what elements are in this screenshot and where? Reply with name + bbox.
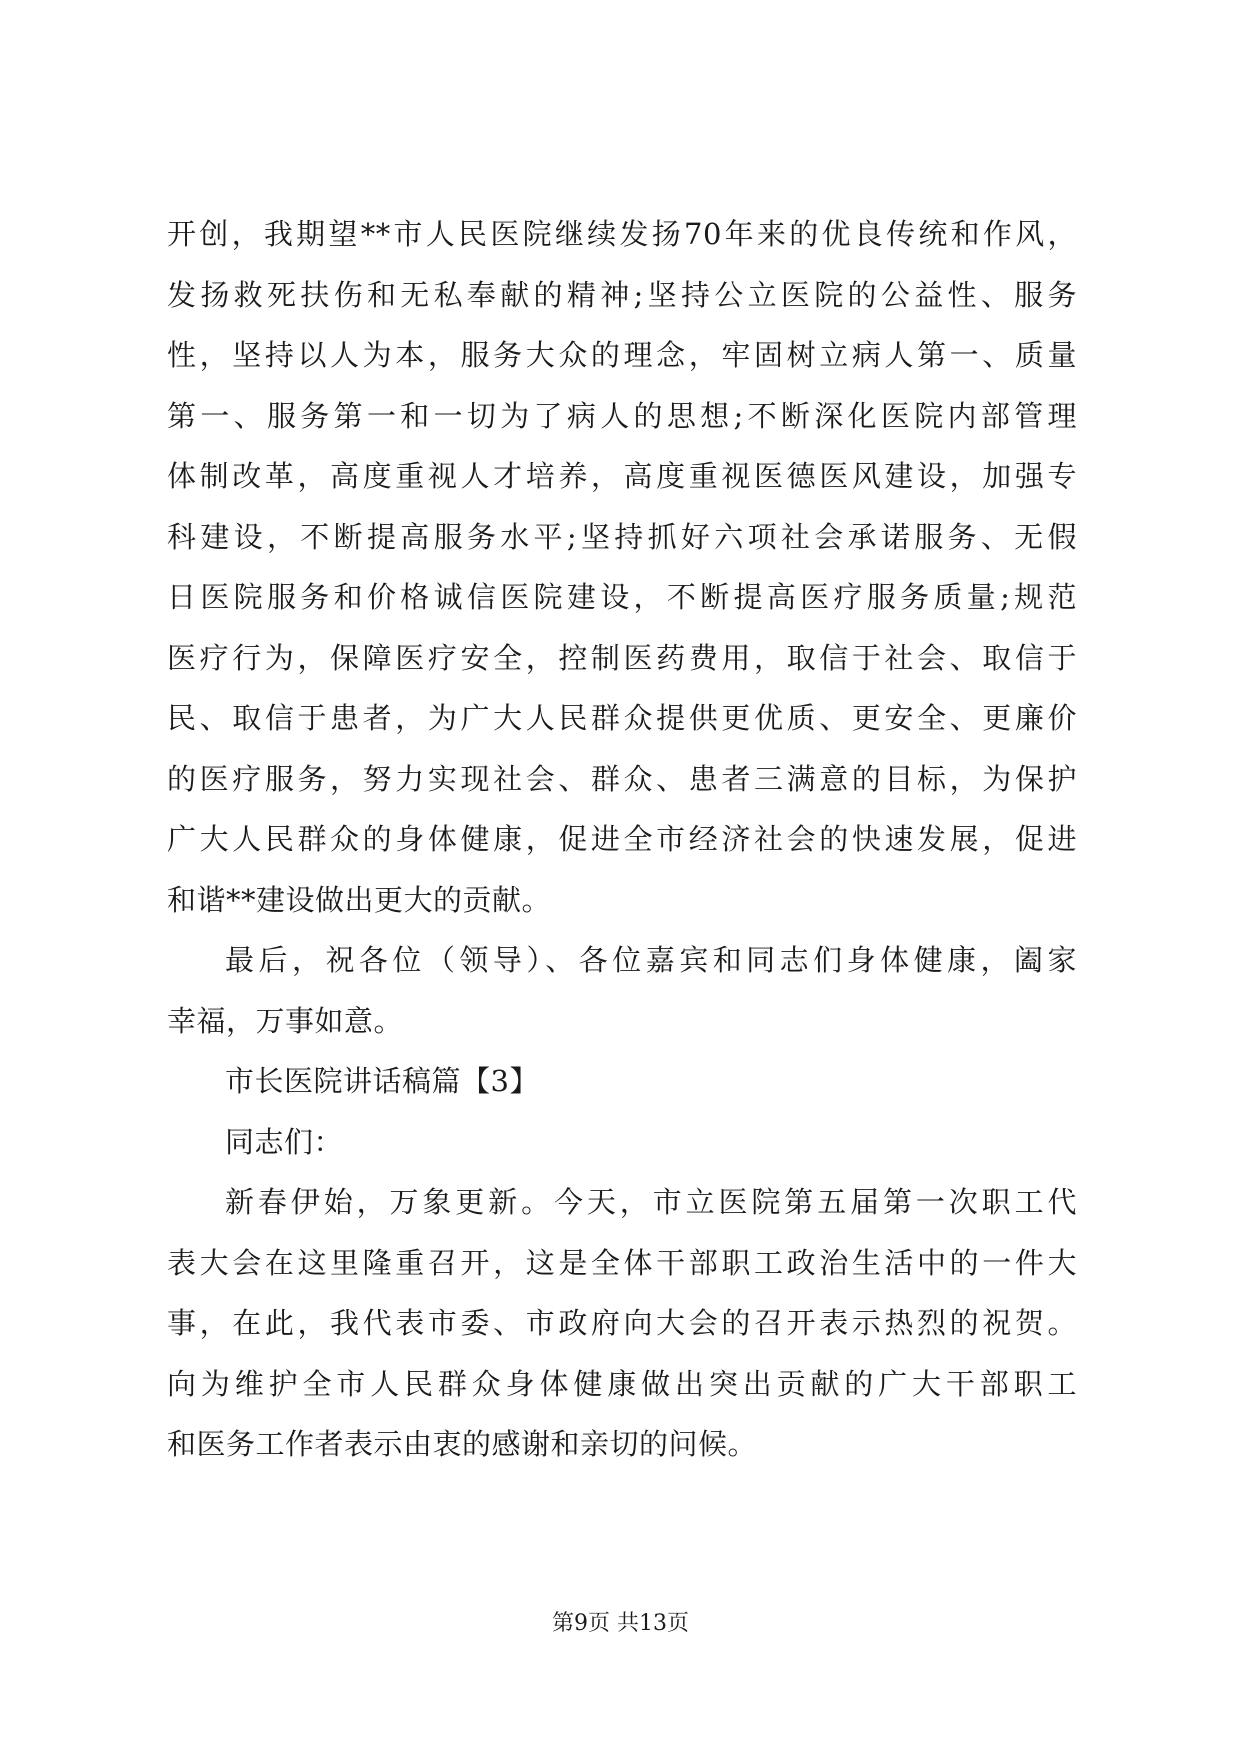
text-line: 市长医院讲话稿篇【3】: [225, 1064, 539, 1098]
text-line: 发扬救死扶伤和无私奉献的精神;坚持公立医院的公益性、服务: [167, 277, 1077, 312]
text-line: 最后，祝各位（领导）、各位嘉宾和同志们身体健康，阖家: [225, 943, 1077, 977]
text-line: 民、取信于患者，为广大人民群众提供更优质、更安全、更廉价: [167, 701, 1077, 735]
text-line: 和谐**建设做出更大的贡献。: [167, 882, 552, 917]
text-line: 向为维护全市人民群众身体健康做出突出贡献的广大干部职工: [167, 1366, 1077, 1401]
text-line: 新春伊始，万象更新。今天，市立医院第五届第一次职工代: [225, 1185, 1077, 1219]
text-line: 日医院服务和价格诚信医院建设，不断提高医疗服务质量;规范: [167, 580, 1077, 614]
text-line: 科建设，不断提高服务水平;坚持抓好六项社会承诺服务、无假: [167, 519, 1077, 554]
text-line: 幸福，万事如意。: [167, 1003, 404, 1038]
text-line: 表大会在这里隆重召开，这是全体干部职工政治生活中的一件大: [167, 1245, 1077, 1280]
text-line: 第一、服务第一和一切为了病人的思想;不断深化医院内部管理: [167, 398, 1077, 433]
text-line: 医疗行为，保障医疗安全，控制医药费用，取信于社会、取信于: [167, 640, 1077, 675]
text-line: 体制改革，高度重视人才培养，高度重视医德医风建设，加强专: [167, 459, 1077, 493]
text-line: 事，在此，我代表市委、市政府向大会的召开表示热烈的祝贺。: [167, 1306, 1077, 1340]
text-line: 广大人民群众的身体健康，促进全市经济社会的快速发展，促进: [167, 822, 1077, 856]
text-line: 同志们：: [225, 1124, 344, 1159]
text-line: 开创，我期望**市人民医院继续发扬70年来的优良传统和作风，: [167, 217, 1077, 251]
text-line: 的医疗服务，努力实现社会、群众、患者三满意的目标，为保护: [167, 761, 1077, 796]
document-body: [167, 204, 1077, 1475]
text-line: 性，坚持以人为本，服务大众的理念，牢固树立病人第一、质量: [167, 338, 1077, 372]
text-line: 和医务工作者表示由衷的感谢和亲切的问候。: [167, 1427, 758, 1461]
page-footer: 第9页 共13页: [552, 1611, 689, 1636]
